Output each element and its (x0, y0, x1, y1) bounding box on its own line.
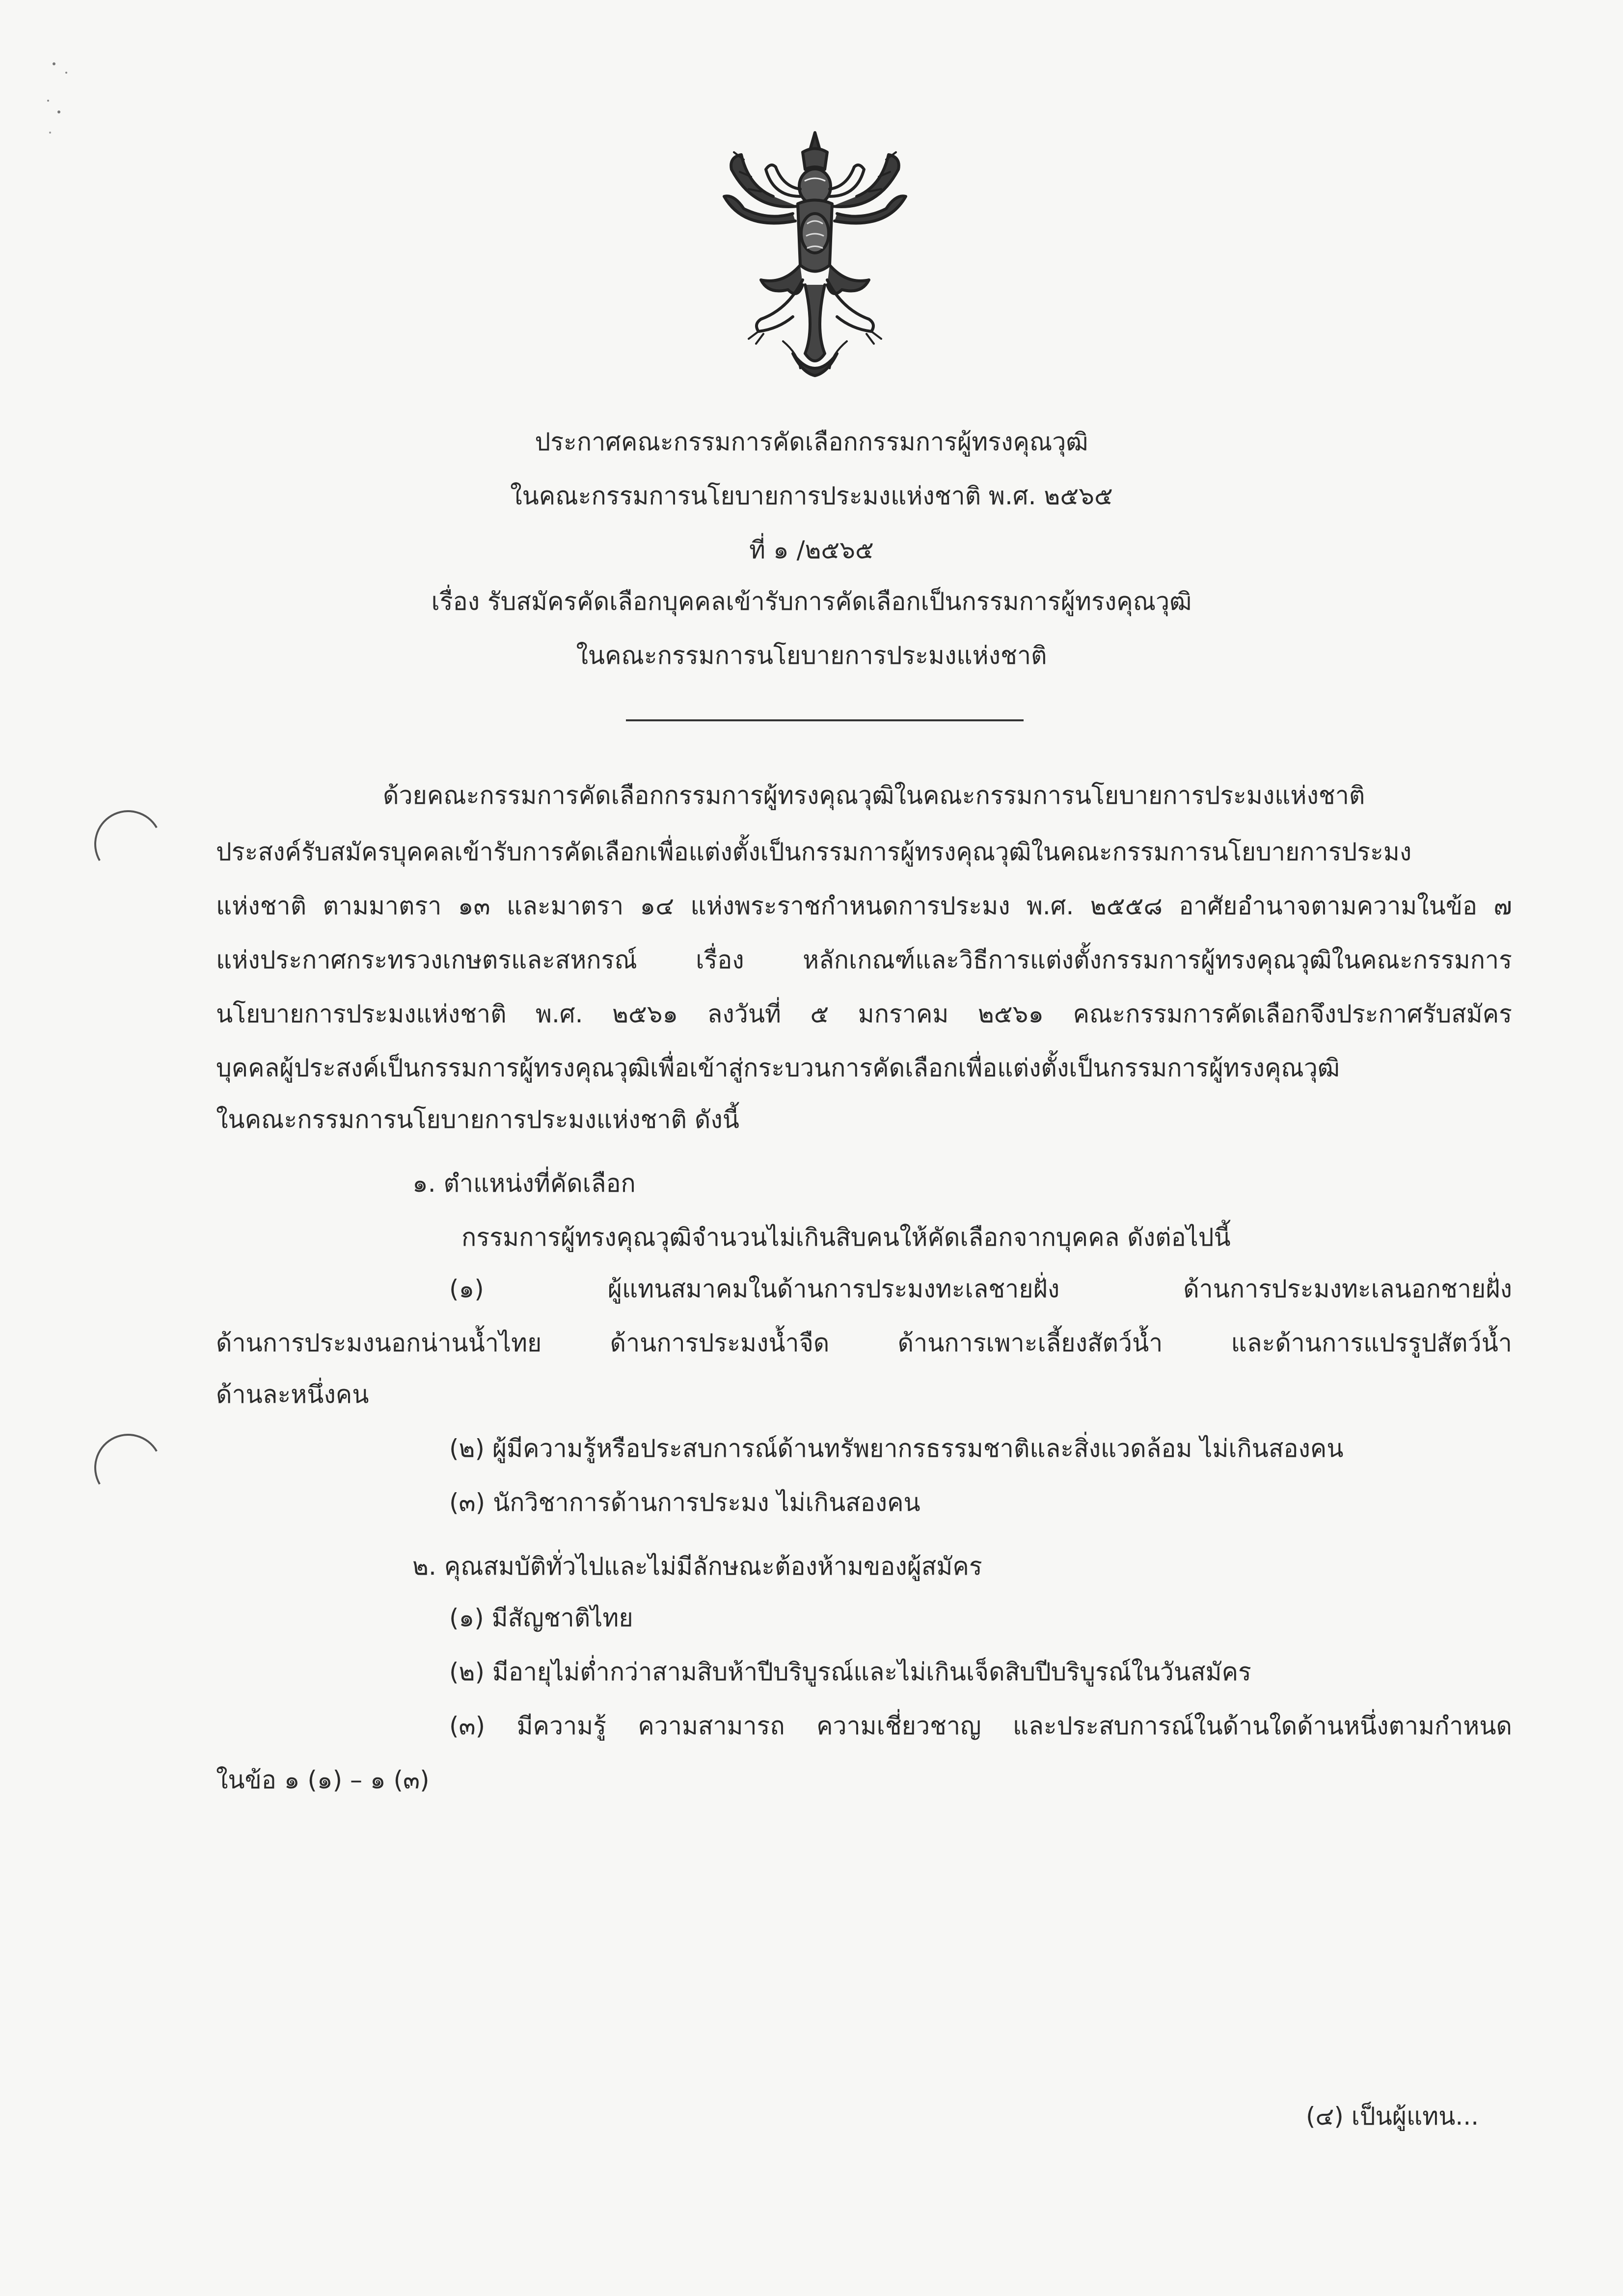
intro-line: แห่งประกาศกระทรวงเกษตรและสหกรณ์ เรื่อง หลักเกณฑ์และวิธีการแต่งตั้งกรรมการผู้ทรงคุณวุฒิในคณะกรรมการ (216, 946, 1512, 974)
intro-line: นโยบายการประมงแห่งชาติ พ.ศ. ๒๕๖๑ ลงวันที่ ๕ มกราคม ๒๕๖๑ คณะกรรมการคัดเลือกจึงประกาศรับสมัคร (216, 1000, 1512, 1028)
section-2-heading: ๒. คุณสมบัติทั่วไปและไม่มีลักษณะต้องห้ามของผู้สมัคร (412, 1552, 982, 1581)
announcement-number: ที่ ๑ /๒๕๖๕ (749, 536, 874, 564)
announcement-title-line2: ในคณะกรรมการนโยบายการประมงแห่งชาติ พ.ศ. ๒๕๖๕ (510, 482, 1113, 510)
announcement-subject-line2: ในคณะกรรมการนโยบายการประมงแห่งชาติ (576, 641, 1047, 670)
section-2-item-2: (๒) มีอายุไม่ต่ำกว่าสามสิบห้าปีบริบูรณ์และไม่เกินเจ็ดสิบปีบริบูรณ์ในวันสมัคร (449, 1658, 1251, 1686)
intro-line: ในคณะกรรมการนโยบายการประมงแห่งชาติ ดังนี้ (216, 1105, 739, 1134)
section-1-item-1: (๑) ผู้แทนสมาคมในด้านการประมงทะเลชายฝั่ง ด้านการประมงทะเลนอกชายฝั่ง (449, 1275, 1512, 1303)
scan-specks (44, 54, 83, 142)
punch-hole-mark (86, 1426, 169, 1509)
header-divider (626, 719, 1024, 721)
intro-line: ประสงค์รับสมัครบุคคลเข้ารับการคัดเลือกเพื่อแต่งตั้งเป็นกรรมการผู้ทรงคุณวุฒิในคณะกรรมการนโยบายการประมง (216, 838, 1412, 866)
section-2-item-3-cont: ในข้อ ๑ (๑) – ๑ (๓) (216, 1766, 430, 1794)
intro-line: แห่งชาติ ตามมาตรา ๑๓ และมาตรา ๑๔ แห่งพระราชกำหนดการประมง พ.ศ. ๒๕๕๘ อาศัยอำนาจตามความในข้อ ๗ (216, 892, 1513, 920)
section-2-item-3: (๓) มีความรู้ ความสามารถ ความเชี่ยวชาญ และประสบการณ์ในด้านใดด้านหนึ่งตามกำหนด (449, 1712, 1512, 1740)
section-1-item-1-cont: ด้านการประมงนอกน่านน้ำไทย ด้านการประมงน้ำจืด ด้านการเพาะเลี้ยงสัตว์น้ำ และด้านการแปรรูปสัตว์น้ำ (216, 1329, 1512, 1357)
section-1-item-3: (๓) นักวิชาการด้านการประมง ไม่เกินสองคน (449, 1488, 920, 1517)
intro-line: บุคคลผู้ประสงค์เป็นกรรมการผู้ทรงคุณวุฒิเพื่อเข้าสู่กระบวนการคัดเลือกเพื่อแต่งตั้งเป็นกรรมการผู้ทรงคุณวุฒิ (216, 1054, 1340, 1082)
section-2-item-1: (๑) มีสัญชาติไทย (449, 1604, 633, 1632)
section-1-heading: ๑. ตำแหน่งที่คัดเลือก (412, 1169, 636, 1198)
section-1-item-1-cont: ด้านละหนึ่งคน (216, 1380, 369, 1409)
announcement-title: ประกาศคณะกรรมการคัดเลือกกรรมการผู้ทรงคุณวุฒิ (535, 428, 1088, 456)
punch-hole-mark (86, 802, 169, 885)
intro-line: ด้วยคณะกรรมการคัดเลือกกรรมการผู้ทรงคุณวุฒิในคณะกรรมการนโยบายการประมงแห่งชาติ (383, 781, 1365, 810)
section-1-item-2: (๒) ผู้มีความรู้หรือประสบการณ์ด้านทรัพยากรธรรมชาติและสิ่งแวดล้อม ไม่เกินสองคน (449, 1434, 1344, 1463)
continuation-note: (๔) เป็นผู้แทน... (1306, 2102, 1479, 2131)
announcement-subject: เรื่อง รับสมัครคัดเลือกบุคคลเข้ารับการคัดเลือกเป็นกรรมการผู้ทรงคุณวุฒิ (431, 587, 1192, 616)
garuda-emblem-icon (714, 123, 916, 388)
section-1-lead: กรรมการผู้ทรงคุณวุฒิจำนวนไม่เกินสิบคนให้คัดเลือกจากบุคคล ดังต่อไปนี้ (461, 1223, 1231, 1252)
